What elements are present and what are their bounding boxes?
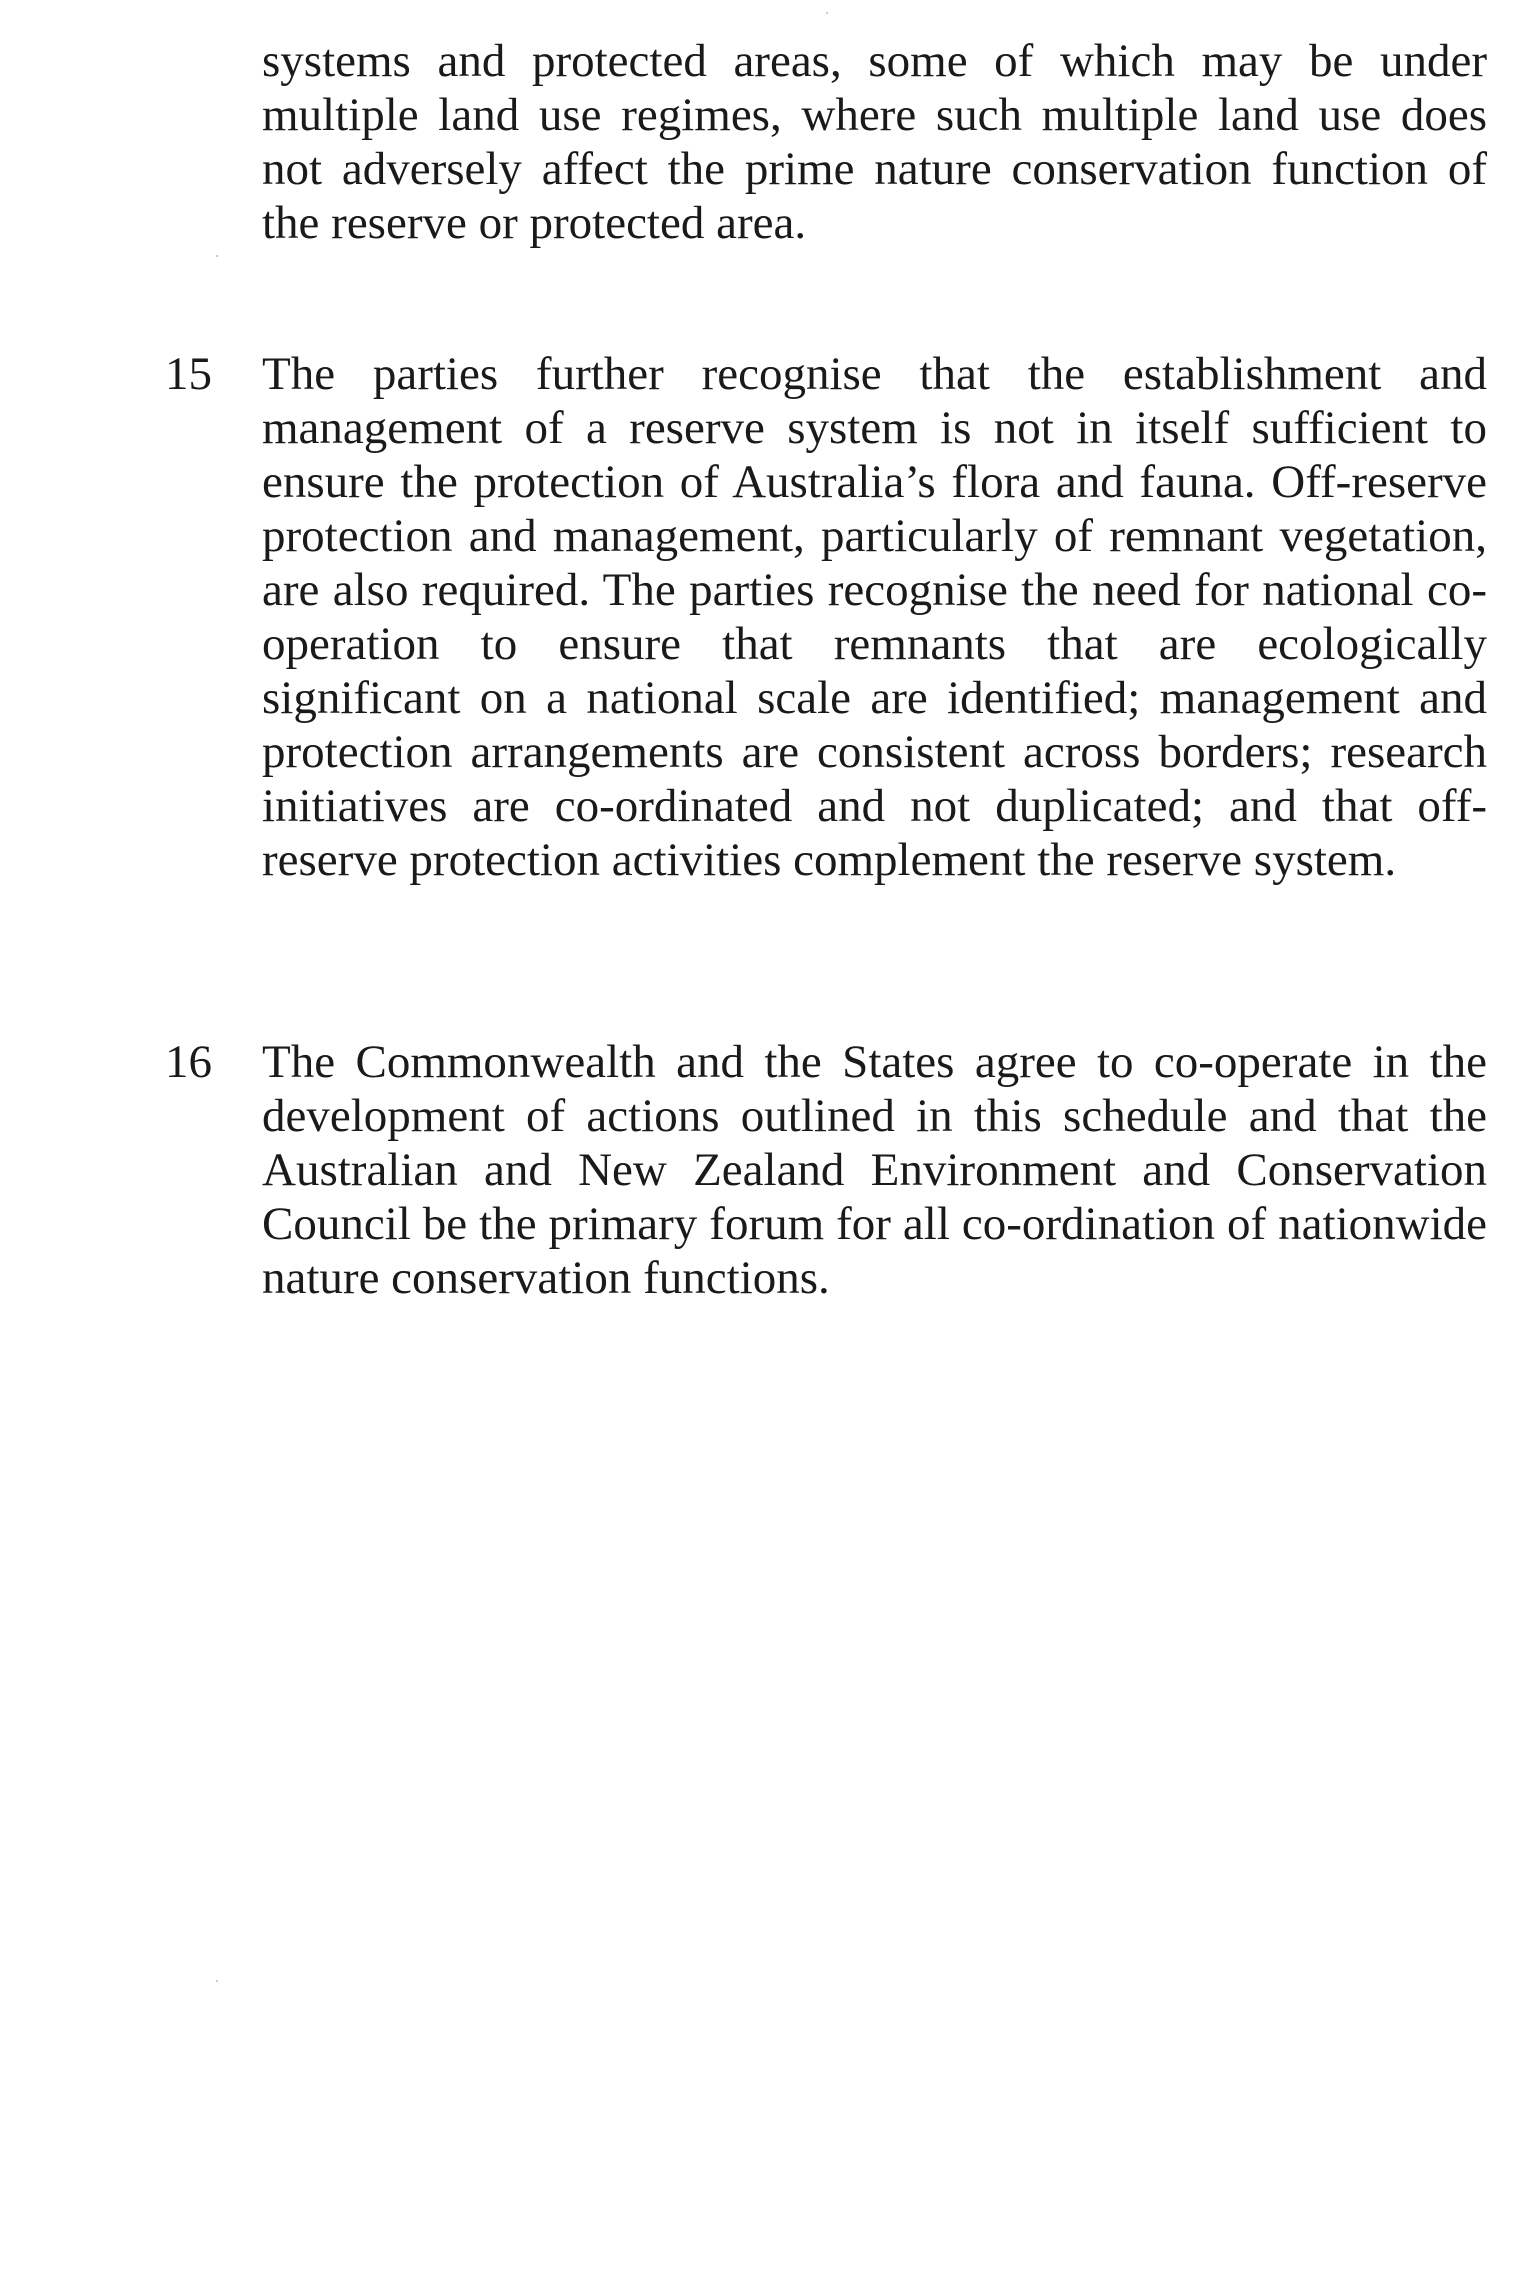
paragraph-16-text: The Commonwealth and the States agree to co-operate in the development of actions outlined in this schedule and that the Australian and New Zealand Environment and Conservation Council be the primary forum for all co-ordination of nationwide nature conservation functions. xyxy=(262,1036,1487,1304)
continuation-paragraph: systems and protected areas, some of which may be under multiple land use regimes, where such multiple land use does not adversely affect the prime nature conservation function of the reserve or protected area. xyxy=(262,35,1487,249)
paragraph-number-16: 16 xyxy=(165,1036,212,1088)
scan-speck xyxy=(216,1980,218,1982)
scan-speck xyxy=(826,12,828,14)
paragraph-number-15: 15 xyxy=(165,348,212,400)
scan-speck xyxy=(216,255,218,257)
paragraph-15-text: The parties further recognise that the establishment and management of a reserve system is not in itself sufficient to ensure the protection of Australia’s flora and fauna. Off-reserve protection and management, particularly of remnant vegetation, are also required. The parties recognise the need for national co-operation to ensure that remnants that are ecologically significant on a national scale are identified; management and protection arrangements are consistent across borders; research initiatives are co-ordinated and not duplicated; and that off-reserve protection activities complement the reserve system. xyxy=(262,348,1487,886)
